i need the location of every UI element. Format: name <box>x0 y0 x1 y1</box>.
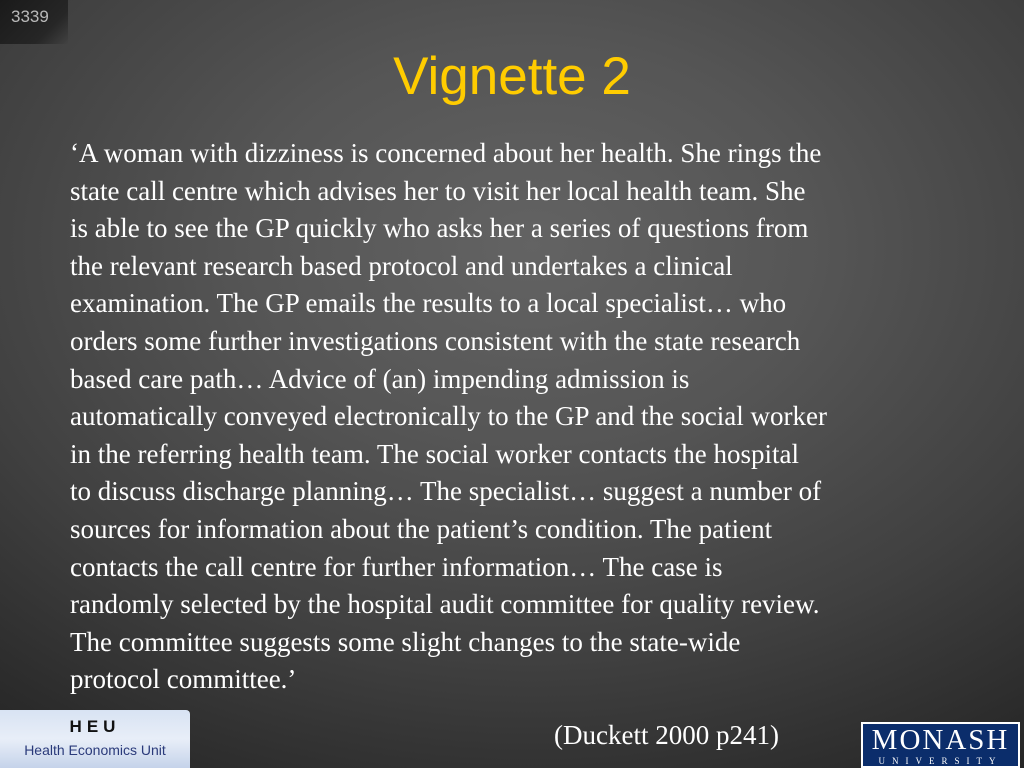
slide-number: 3339 <box>0 0 68 44</box>
slide-title: Vignette 2 <box>393 47 631 106</box>
monash-logo-panel <box>863 724 1018 766</box>
heu-logo <box>0 710 190 768</box>
monash-university-logo <box>861 722 1020 768</box>
monash-logo-subtitle: UNIVERSITY <box>878 756 1003 766</box>
heu-logo-name: Health Economics Unit <box>24 742 166 758</box>
slide-body-quote: ‘A woman with dizziness is concerned about her health. She rings the state call centre which advises her to visit her local health team. She is able to see the GP quickly who asks her a series of questions from the relevant research based protocol and undertakes a clinical examination. The GP emails the results to a local specialist… who orders some further investigations consistent with the state research based care path… Advice of (an) impending admission is automatically conveyed electronically to the GP and the social worker in the referring health team. The social worker contacts the hospital to discuss discharge planning… The specialist… suggest a number of sources for information about the patient’s condition. The patient contacts the call centre for further information… The case is randomly selected by the hospital audit committee for quality review. The committee suggests some slight changes to the state-wide protocol committee.’ <box>70 138 827 695</box>
monash-logo-name: MONASH <box>871 724 1010 756</box>
heu-logo-abbreviation: HEU <box>69 717 121 736</box>
citation: (Duckett 2000 p241) <box>554 720 779 750</box>
